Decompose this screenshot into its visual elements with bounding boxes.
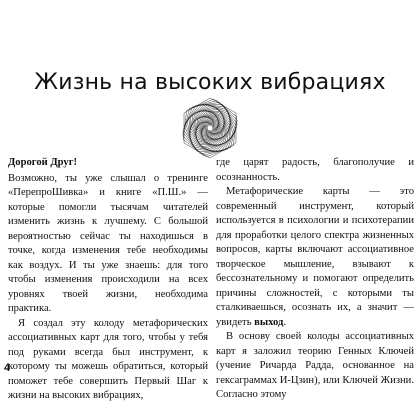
paragraph-deck: Я создал эту колоду метафорических ассоциативных карт для того, чтобы у тебя под руками всегда был инструмент, к которому ты можешь обратиться, который поможет тебе совершить Первый Шаг к жизни на высоких вибрациях,: [8, 317, 208, 401]
paragraph-end-punct: .: [283, 316, 287, 328]
page-title: Жизнь на высоких вибрациях: [34, 70, 386, 95]
bold-word-exit: выход: [254, 316, 284, 328]
paragraph-metaphoric-cards: [216, 185, 414, 330]
paragraph-gene-keys: В основу своей колоды ассоциативных карт я заложил теорию Генных Ключей (учение Ричарда Радда, основанное на гексаграммах И-Цзин), или Ключей Жизни. Согласно этому: [216, 331, 414, 400]
right-column: [216, 156, 414, 403]
spiral-emblem-icon: [178, 96, 242, 160]
greeting: Дорогой Друг!: [8, 157, 78, 168]
spiral-ring: [184, 98, 236, 158]
spiral-ring: [183, 104, 236, 151]
paragraph-continuation: где царят радость, благополучие и осознанность.: [216, 157, 414, 183]
page-number: 4: [4, 362, 11, 374]
spiral-ring: [207, 125, 213, 131]
paragraph-intro: Возможно, ты уже слышал о тренинге «ПерепроШивка» и книге «П.Ш.» — которые помогли тысячам читателей изменить жизнь к лучшему. С большой вероятностью сейчас ты находишься в точке, когда изменения тебе необходимы как воздух. И ты уже знаешь: для того чтобы изменения происходили на всех уровнях твоей жизни, необходима практика.: [8, 172, 208, 314]
paragraph-metaphoric-cards-text: Метафорические карты — это современный инструмент, который используется в психологии и психотерапии для проработки целого спектра жизненных вопросов, карты включают ассоциативное творческое мышление, взывают к бессознательному и помогают определить причины сложностей, с которыми ты сталкиваешься, осознать их, а значит — увидеть: [216, 186, 414, 328]
left-column: [8, 156, 208, 404]
